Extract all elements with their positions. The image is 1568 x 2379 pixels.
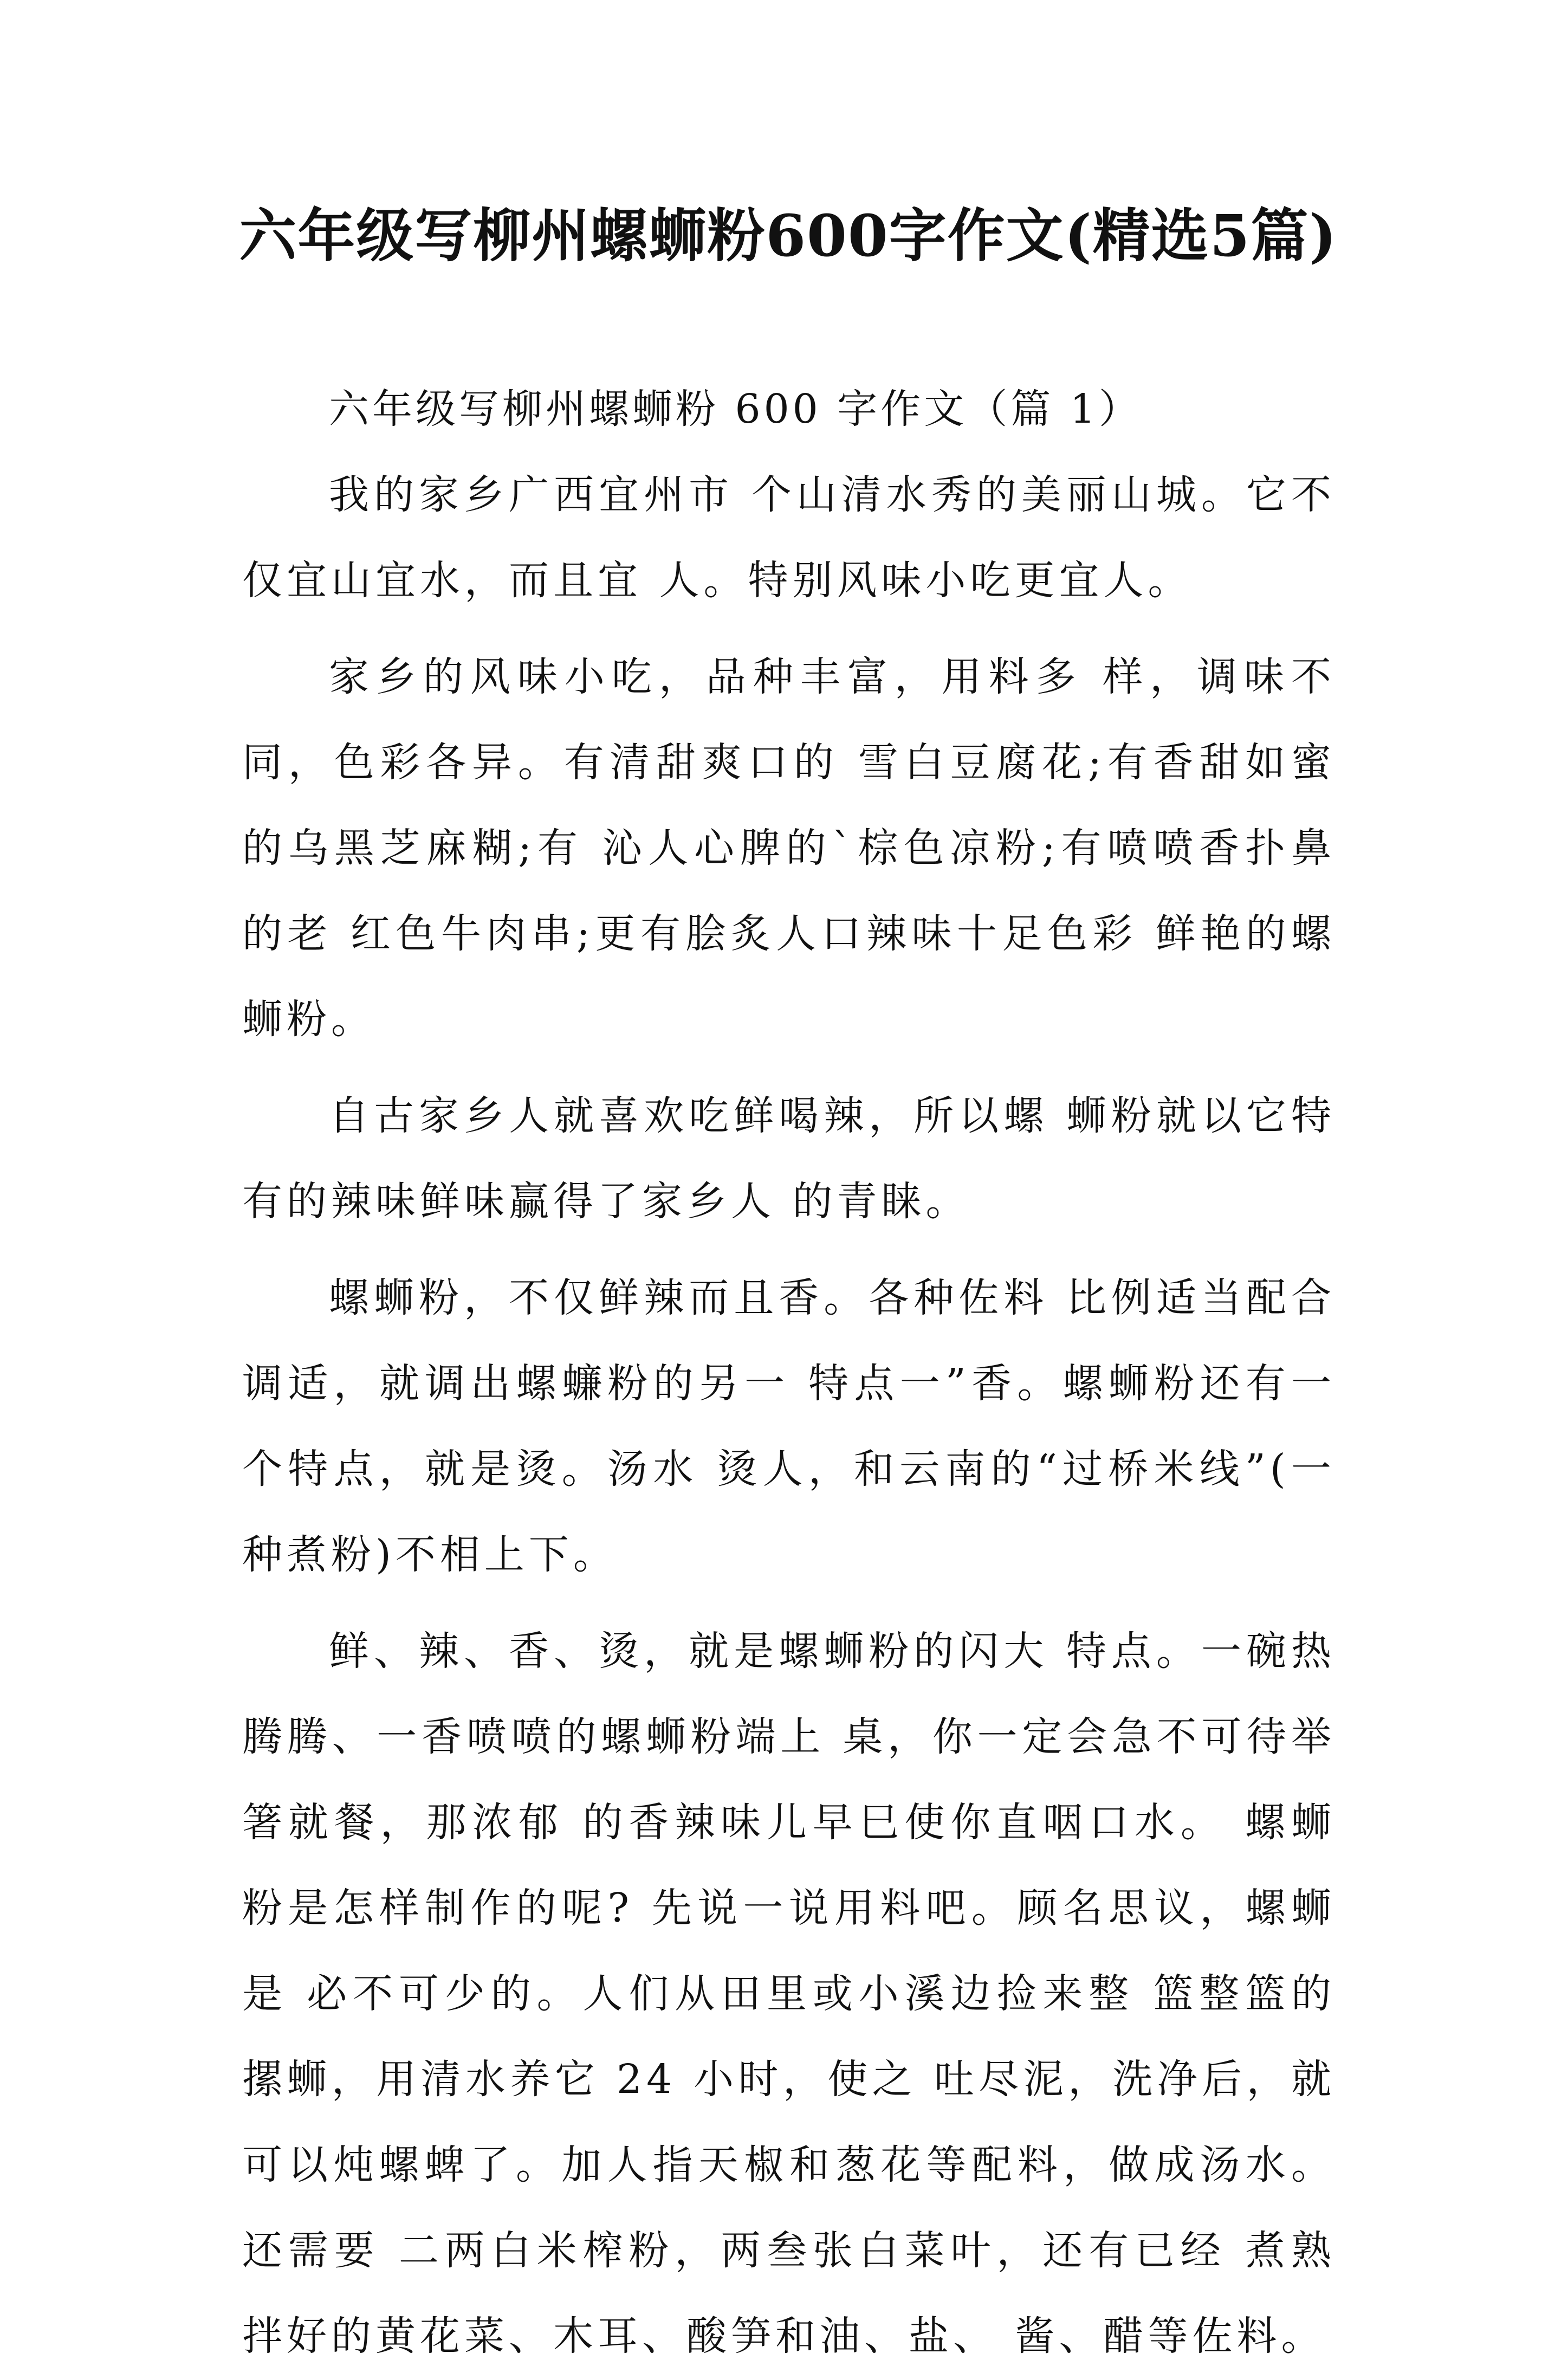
paragraph-4: 螺蛳粉，不仅鲜辣而且香。各种佐料 比例适当配合调适，就调出螺蠊粉的另一 特点一”香。螺蛳粉还有一个特点，就是烫。汤水 烫人，和云南的“过桥米线”(一种煮粉)不相上下。 xyxy=(242,1275,1336,1578)
paragraph-1: 我的家乡广西宜州市 个山清水秀的美丽山城。它不仅宜山宜水，而且宜 人。特别风味小吃更宜人。 xyxy=(242,471,1336,604)
paragraph-2: 家乡的风味小吃，品种丰富，用料多 样，调味不同，色彩各异。有清甜爽口的 雪白豆腐花;有香甜如蜜的乌黑芝麻糊;有 沁人心脾的`棕色凉粉;有喷喷香扑鼻的老 红色牛肉串;更有脍炙人口辣味十足色彩 鲜艳的螺蛳粉。 xyxy=(242,654,1336,1043)
essay-subtitle: 六年级写柳州螺蛳粉 600 字作文（篇 1） xyxy=(329,386,1142,432)
document-body xyxy=(242,366,1336,2379)
paragraph-3: 自古家乡人就喜欢吃鲜喝辣，所以螺 蛳粉就以它特有的辣味鲜味赢得了家乡人 的青睐。 xyxy=(242,1092,1336,1225)
paragraph-5: 鲜、辣、香、烫，就是螺蛳粉的闪大 特点。一碗热腾腾、一香喷喷的螺蛳粉端上 桌，你一定会急不可待举箸就餐，那浓郁 的香辣味儿早巳使你直咽口水。 螺蛳粉是怎样制作的呢? 先说一说用料吧。顾名思议，螺蛳是 必不可少的。人们从田里或小溪边捡来整 篮整篮的摞蛳，用清水养它 24 小时，使之 吐尽泥，洗净后，就可以炖螺蜱了。加人指天椒和葱花等配料，做成汤水。还需要 二两白米榨粉，两叁张白菜叶，还有已经 煮熟拌好的黄花菜、木耳、酸笋和油、盐、 酱、醋等佐料。 xyxy=(242,1628,1336,2359)
document-title: 六年级写柳州螺蛳粉600字作文(精选5篇) xyxy=(239,202,1338,269)
